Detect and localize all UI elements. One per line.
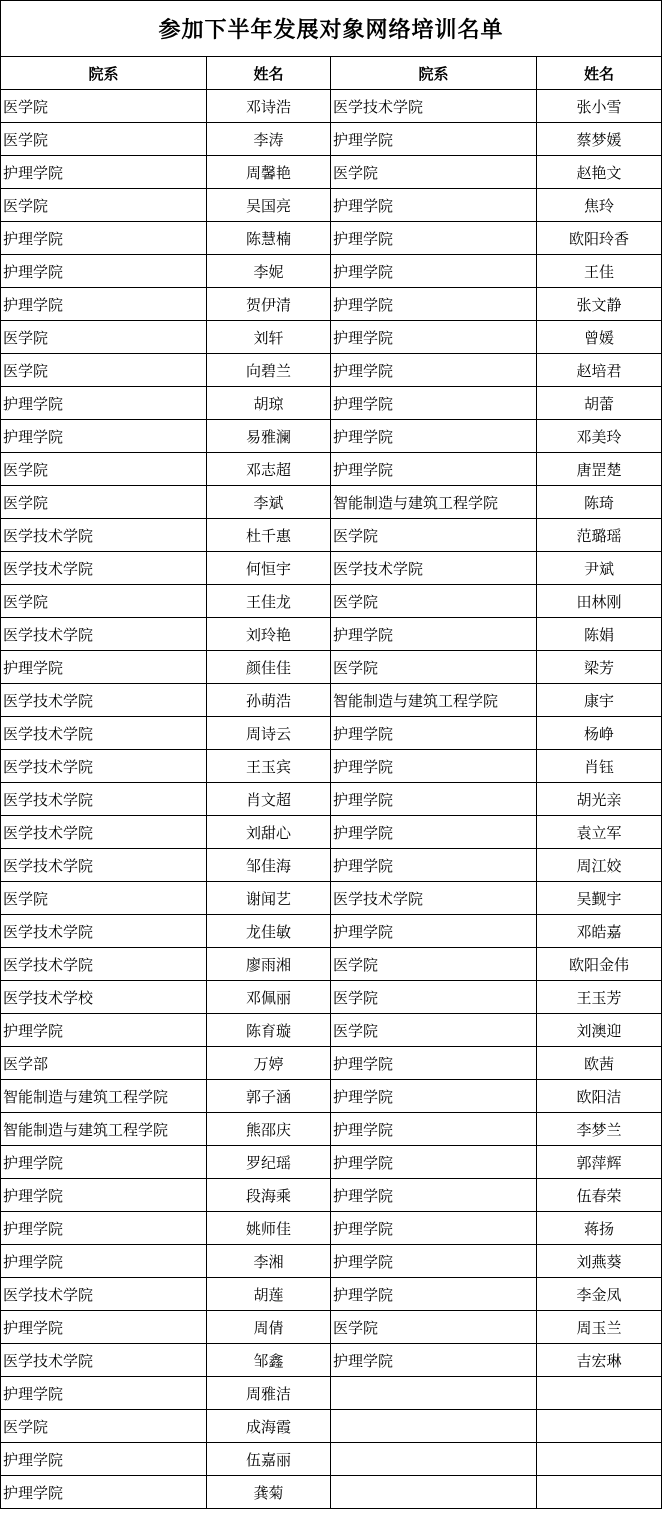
cell-name-right: 陈琦 [537, 486, 662, 519]
table-row [1, 1047, 662, 1080]
cell-department-left: 医学技术学院 [1, 1344, 207, 1377]
cell-department-left: 医学院 [1, 1410, 207, 1443]
cell-name-left: 胡琼 [207, 387, 331, 420]
table-row [1, 552, 662, 585]
cell-name-left: 王佳龙 [207, 585, 331, 618]
cell-department-left: 护理学院 [1, 222, 207, 255]
cell-name-left: 郭子涵 [207, 1080, 331, 1113]
cell-name-right: 吉宏琳 [537, 1344, 662, 1377]
table-row [1, 123, 662, 156]
table-row [1, 585, 662, 618]
cell-department-right [331, 1377, 537, 1410]
cell-department-left: 医学技术学院 [1, 552, 207, 585]
cell-name-left: 伍嘉丽 [207, 1443, 331, 1476]
cell-name-right: 梁芳 [537, 651, 662, 684]
cell-department-right: 护理学院 [331, 1146, 537, 1179]
cell-department-right: 医学院 [331, 981, 537, 1014]
cell-department-right: 护理学院 [331, 189, 537, 222]
cell-name-right: 邓美玲 [537, 420, 662, 453]
cell-department-left: 医学院 [1, 321, 207, 354]
cell-department-right: 护理学院 [331, 222, 537, 255]
cell-department-left: 护理学院 [1, 1014, 207, 1047]
cell-name-right: 胡蕾 [537, 387, 662, 420]
table-row [1, 1245, 662, 1278]
cell-name-left: 姚师佳 [207, 1212, 331, 1245]
cell-name-left: 陈育璇 [207, 1014, 331, 1047]
cell-department-left: 医学技术学院 [1, 783, 207, 816]
cell-name-right: 李梦兰 [537, 1113, 662, 1146]
cell-name-left: 邓佩丽 [207, 981, 331, 1014]
cell-department-right: 护理学院 [331, 816, 537, 849]
table-row [1, 1014, 662, 1047]
cell-department-left: 医学技术学院 [1, 717, 207, 750]
cell-name-right: 欧阳金伟 [537, 948, 662, 981]
cell-name-left: 向碧兰 [207, 354, 331, 387]
cell-department-right: 医学技术学院 [331, 552, 537, 585]
cell-name-right: 肖钰 [537, 750, 662, 783]
cell-department-left: 医学院 [1, 90, 207, 123]
cell-name-left: 李妮 [207, 255, 331, 288]
cell-department-right: 医学院 [331, 948, 537, 981]
table-row [1, 288, 662, 321]
cell-department-left: 护理学院 [1, 1377, 207, 1410]
cell-department-left: 医学院 [1, 486, 207, 519]
cell-department-right: 护理学院 [331, 1212, 537, 1245]
cell-name-right [537, 1377, 662, 1410]
cell-department-right: 护理学院 [331, 750, 537, 783]
cell-name-right [537, 1443, 662, 1476]
cell-name-right: 唐罡楚 [537, 453, 662, 486]
cell-name-right [537, 1476, 662, 1509]
cell-name-right: 康宇 [537, 684, 662, 717]
cell-name-left: 邹佳海 [207, 849, 331, 882]
table-row [1, 1311, 662, 1344]
table-row [1, 519, 662, 552]
cell-department-left: 医学院 [1, 354, 207, 387]
table-row [1, 849, 662, 882]
cell-name-right: 曾媛 [537, 321, 662, 354]
cell-name-left: 谢闻艺 [207, 882, 331, 915]
cell-name-left: 贺伊清 [207, 288, 331, 321]
cell-name-right: 王玉芳 [537, 981, 662, 1014]
cell-department-right: 医学院 [331, 585, 537, 618]
cell-department-right [331, 1443, 537, 1476]
table-header-row [1, 57, 662, 90]
cell-department-left: 护理学院 [1, 255, 207, 288]
cell-name-left: 何恒宇 [207, 552, 331, 585]
table-row [1, 156, 662, 189]
cell-department-right: 护理学院 [331, 618, 537, 651]
cell-department-left: 医学技术学院 [1, 519, 207, 552]
table-row [1, 684, 662, 717]
table-row [1, 486, 662, 519]
table-row [1, 222, 662, 255]
table-row [1, 1410, 662, 1443]
table-row [1, 915, 662, 948]
cell-name-right: 伍春荣 [537, 1179, 662, 1212]
cell-name-left: 龚菊 [207, 1476, 331, 1509]
cell-name-left: 刘甜心 [207, 816, 331, 849]
cell-name-right: 蔡梦媛 [537, 123, 662, 156]
cell-name-left: 邹鑫 [207, 1344, 331, 1377]
cell-name-left: 李湘 [207, 1245, 331, 1278]
cell-department-right: 护理学院 [331, 717, 537, 750]
table-row [1, 816, 662, 849]
cell-department-left: 医学部 [1, 1047, 207, 1080]
header-department-right: 院系 [331, 57, 537, 90]
cell-name-right: 袁立军 [537, 816, 662, 849]
cell-name-right: 范璐瑶 [537, 519, 662, 552]
page-title: 参加下半年发展对象网络培训名单 [0, 0, 662, 56]
cell-department-right: 护理学院 [331, 1245, 537, 1278]
cell-department-left: 医学技术学院 [1, 684, 207, 717]
cell-name-left: 胡莲 [207, 1278, 331, 1311]
cell-name-right: 焦玲 [537, 189, 662, 222]
cell-name-right: 郭萍辉 [537, 1146, 662, 1179]
cell-name-left: 龙佳敏 [207, 915, 331, 948]
cell-name-right: 王佳 [537, 255, 662, 288]
cell-name-left: 孙萌浩 [207, 684, 331, 717]
cell-department-left: 医学技术学院 [1, 816, 207, 849]
cell-department-left: 医学院 [1, 453, 207, 486]
cell-department-left: 医学技术学院 [1, 948, 207, 981]
cell-name-left: 陈慧楠 [207, 222, 331, 255]
cell-department-right: 护理学院 [331, 1047, 537, 1080]
table-row [1, 420, 662, 453]
table-row [1, 1344, 662, 1377]
cell-department-right: 护理学院 [331, 849, 537, 882]
cell-department-right: 医学院 [331, 519, 537, 552]
cell-department-right: 护理学院 [331, 387, 537, 420]
cell-department-left: 护理学院 [1, 1179, 207, 1212]
cell-name-left: 杜千惠 [207, 519, 331, 552]
cell-department-right: 医学院 [331, 651, 537, 684]
cell-name-left: 周倩 [207, 1311, 331, 1344]
table-row [1, 1080, 662, 1113]
cell-department-right: 护理学院 [331, 783, 537, 816]
roster-table [0, 56, 662, 1509]
table-row [1, 1179, 662, 1212]
cell-department-right: 智能制造与建筑工程学院 [331, 684, 537, 717]
table-row [1, 354, 662, 387]
cell-name-left: 邓诗浩 [207, 90, 331, 123]
cell-department-left: 护理学院 [1, 1146, 207, 1179]
cell-name-left: 肖文超 [207, 783, 331, 816]
cell-department-left: 护理学院 [1, 1212, 207, 1245]
cell-department-left: 医学技术学院 [1, 750, 207, 783]
cell-name-left: 成海霞 [207, 1410, 331, 1443]
cell-department-right: 护理学院 [331, 123, 537, 156]
cell-name-right: 蒋扬 [537, 1212, 662, 1245]
cell-department-right: 医学院 [331, 156, 537, 189]
header-department-left: 院系 [1, 57, 207, 90]
table-row [1, 750, 662, 783]
cell-department-left: 医学技术学校 [1, 981, 207, 1014]
header-name-right: 姓名 [537, 57, 662, 90]
cell-name-right: 田林刚 [537, 585, 662, 618]
cell-department-left: 护理学院 [1, 1311, 207, 1344]
cell-name-right: 欧阳玲香 [537, 222, 662, 255]
cell-department-right: 护理学院 [331, 288, 537, 321]
cell-department-right [331, 1410, 537, 1443]
cell-name-left: 李斌 [207, 486, 331, 519]
cell-name-right: 杨峥 [537, 717, 662, 750]
table-row [1, 189, 662, 222]
table-row [1, 255, 662, 288]
table-row [1, 90, 662, 123]
cell-department-right: 护理学院 [331, 354, 537, 387]
cell-department-right [331, 1476, 537, 1509]
cell-department-left: 医学院 [1, 882, 207, 915]
cell-department-right: 医学技术学院 [331, 90, 537, 123]
cell-name-left: 周馨艳 [207, 156, 331, 189]
cell-department-right: 医学院 [331, 1311, 537, 1344]
cell-department-right: 智能制造与建筑工程学院 [331, 486, 537, 519]
cell-department-right: 护理学院 [331, 1179, 537, 1212]
cell-name-right: 张小雪 [537, 90, 662, 123]
cell-department-right: 护理学院 [331, 321, 537, 354]
cell-department-left: 护理学院 [1, 156, 207, 189]
table-row [1, 1443, 662, 1476]
cell-department-left: 智能制造与建筑工程学院 [1, 1080, 207, 1113]
cell-name-left: 廖雨湘 [207, 948, 331, 981]
cell-name-right: 吴觐宇 [537, 882, 662, 915]
cell-department-right: 护理学院 [331, 915, 537, 948]
cell-department-left: 护理学院 [1, 651, 207, 684]
table-row [1, 1278, 662, 1311]
cell-name-right: 周江姣 [537, 849, 662, 882]
cell-department-left: 护理学院 [1, 1476, 207, 1509]
cell-name-left: 易雅澜 [207, 420, 331, 453]
cell-name-right: 欧阳洁 [537, 1080, 662, 1113]
cell-name-right: 周玉兰 [537, 1311, 662, 1344]
cell-department-left: 智能制造与建筑工程学院 [1, 1113, 207, 1146]
cell-name-right: 胡光亲 [537, 783, 662, 816]
cell-department-right: 医学技术学院 [331, 882, 537, 915]
cell-name-left: 罗纪瑶 [207, 1146, 331, 1179]
table-row [1, 717, 662, 750]
table-row [1, 387, 662, 420]
cell-department-left: 护理学院 [1, 387, 207, 420]
cell-department-left: 医学院 [1, 189, 207, 222]
cell-department-right: 护理学院 [331, 453, 537, 486]
table-row [1, 453, 662, 486]
cell-department-right: 护理学院 [331, 255, 537, 288]
table-row [1, 981, 662, 1014]
header-name-left: 姓名 [207, 57, 331, 90]
cell-name-left: 刘玲艳 [207, 618, 331, 651]
table-row [1, 1476, 662, 1509]
cell-name-left: 颜佳佳 [207, 651, 331, 684]
cell-department-left: 护理学院 [1, 420, 207, 453]
table-row [1, 882, 662, 915]
cell-name-right: 陈娟 [537, 618, 662, 651]
cell-department-left: 医学技术学院 [1, 618, 207, 651]
cell-name-right: 李金凤 [537, 1278, 662, 1311]
cell-name-left: 王玉宾 [207, 750, 331, 783]
cell-name-right: 邓皓嘉 [537, 915, 662, 948]
table-row [1, 651, 662, 684]
table-row [1, 1146, 662, 1179]
cell-department-right: 医学院 [331, 1014, 537, 1047]
cell-name-left: 周雅洁 [207, 1377, 331, 1410]
table-row [1, 1377, 662, 1410]
cell-name-right [537, 1410, 662, 1443]
cell-name-left: 段海乘 [207, 1179, 331, 1212]
cell-name-left: 熊邵庆 [207, 1113, 331, 1146]
cell-name-left: 李涛 [207, 123, 331, 156]
cell-department-left: 医学院 [1, 123, 207, 156]
cell-department-left: 医学院 [1, 585, 207, 618]
table-row [1, 948, 662, 981]
table-row [1, 618, 662, 651]
cell-department-right: 护理学院 [331, 1080, 537, 1113]
cell-name-left: 周诗云 [207, 717, 331, 750]
cell-name-right: 欧茜 [537, 1047, 662, 1080]
roster-table-body [1, 90, 662, 1509]
cell-name-left: 邓志超 [207, 453, 331, 486]
cell-department-left: 护理学院 [1, 1245, 207, 1278]
cell-department-left: 医学技术学院 [1, 915, 207, 948]
cell-name-right: 张文静 [537, 288, 662, 321]
cell-department-right: 护理学院 [331, 1278, 537, 1311]
cell-department-left: 护理学院 [1, 1443, 207, 1476]
cell-department-left: 护理学院 [1, 288, 207, 321]
cell-name-right: 赵艳文 [537, 156, 662, 189]
cell-department-left: 医学技术学院 [1, 849, 207, 882]
cell-department-left: 医学技术学院 [1, 1278, 207, 1311]
cell-name-right: 尹斌 [537, 552, 662, 585]
cell-department-right: 护理学院 [331, 420, 537, 453]
table-row [1, 321, 662, 354]
cell-name-right: 刘澳迎 [537, 1014, 662, 1047]
cell-name-left: 吴国亮 [207, 189, 331, 222]
table-row [1, 1212, 662, 1245]
cell-name-left: 万婷 [207, 1047, 331, 1080]
cell-name-right: 赵培君 [537, 354, 662, 387]
cell-department-right: 护理学院 [331, 1344, 537, 1377]
cell-name-left: 刘轩 [207, 321, 331, 354]
cell-name-right: 刘燕葵 [537, 1245, 662, 1278]
table-row [1, 1113, 662, 1146]
table-row [1, 783, 662, 816]
cell-department-right: 护理学院 [331, 1113, 537, 1146]
